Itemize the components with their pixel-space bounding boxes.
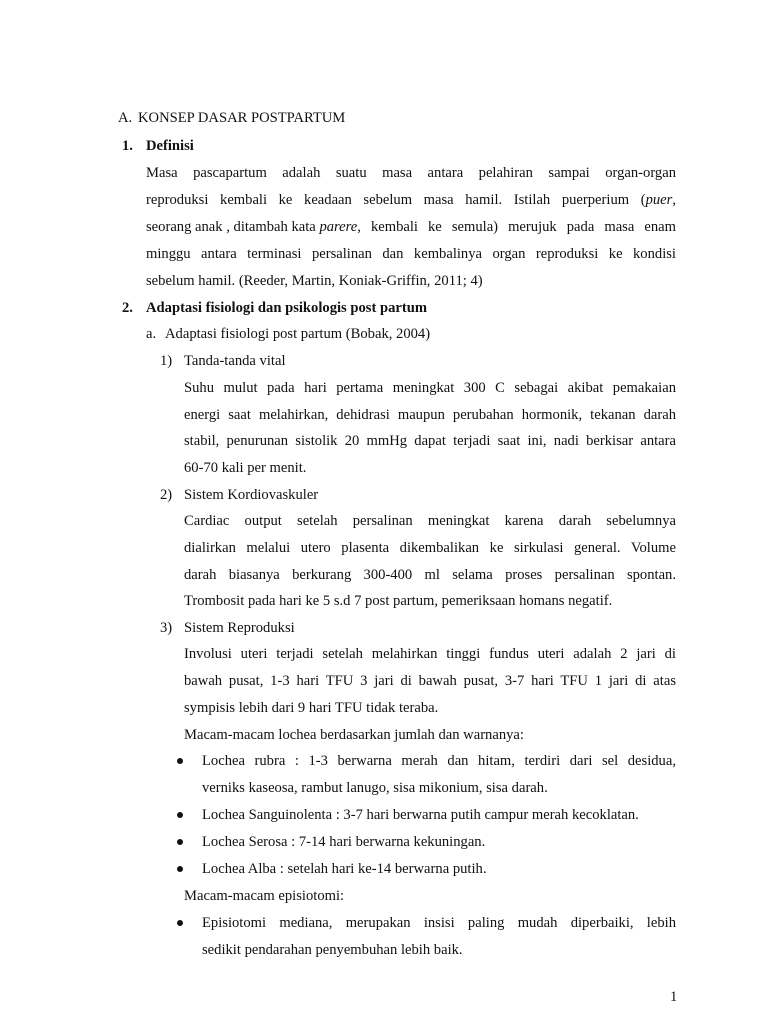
item-2-line-3: darah biasanya berkurang 300-400 ml selama proses persalinan spontan.: [184, 567, 676, 583]
bullet-icon: [177, 758, 183, 764]
definisi-line-2-words: reproduksi kembali ke keadaan sebelum masa hamil. Istilah puerperium (: [146, 192, 646, 208]
section-1-number: 1.: [122, 138, 133, 154]
episiotomi-intro: Macam-macam episiotomi:: [184, 888, 345, 904]
lochea-rubra-line-1: Lochea rubra : 1-3 berwarna merah dan hitam, terdiri dari sel desidua,: [202, 753, 676, 769]
item-2-title: Sistem Kordiovaskuler: [184, 487, 319, 503]
definisi-line-2: [146, 191, 676, 209]
bullet-icon: [177, 839, 183, 845]
definisi-line-3: [146, 218, 676, 236]
item-1-line-1: Suhu mulut pada hari pertama meningkat 300 C sebagai akibat pemakaian: [184, 380, 676, 396]
item-3-marker: 3): [160, 620, 173, 636]
item-1-line-2: energi saat melahirkan, dehidrasi maupun perubahan hormonik, tekanan darah: [184, 407, 676, 423]
lochea-rubra-line-2: verniks kaseosa, rambut lanugo, sisa mikonium, sisa darah.: [202, 780, 548, 796]
sub-a-title: Adaptasi fisiologi post partum (Bobak, 2004): [165, 326, 431, 342]
item-3-title: Sistem Reproduksi: [184, 620, 295, 636]
definisi-line-4: minggu antara terminasi persalinan dan kembalinya organ reproduksi ke kondisi: [146, 246, 676, 262]
lochea-sanguinolenta: Lochea Sanguinolenta : 3-7 hari berwarna putih campur merah kecoklatan.: [202, 807, 639, 823]
heading-marker: A.: [118, 110, 133, 126]
item-1-line-3: stabil, penurunan sistolik 20 mmHg dapat terjadi saat ini, nadi berkisar antara: [184, 433, 676, 449]
episiotomi-mediana-line-2: sedikit pendarahan penyembuhan lebih baik.: [202, 942, 463, 958]
bullet-icon: [177, 812, 183, 818]
item-3-line-2: bawah pusat, 1-3 hari TFU 3 jari di bawah pusat, 3-7 hari TFU 1 jari di atas: [184, 673, 676, 689]
item-2-line-4: Trombosit pada hari ke 5 s.d 7 post partum, pemeriksaan homans negatif.: [184, 593, 613, 609]
lochea-serosa: Lochea Serosa : 7-14 hari berwarna kekuningan.: [202, 834, 486, 850]
definisi-line-2-text: [146, 191, 646, 209]
section-2-title: Adaptasi fisiologi dan psikologis post partum: [146, 300, 428, 316]
definisi-line-3-a: seorang anak , ditambah kata: [146, 219, 320, 235]
definisi-line-5: sebelum hamil. (Reeder, Martin, Koniak-Griffin, 2011; 4): [146, 273, 483, 289]
term-parere: parere: [319, 219, 358, 235]
bullet-icon: [177, 920, 183, 926]
heading-title: KONSEP DASAR POSTPARTUM: [138, 110, 346, 126]
comma: ,: [672, 192, 676, 208]
item-2-marker: 2): [160, 487, 173, 503]
section-2-number: 2.: [122, 300, 133, 316]
sub-a-marker: a.: [146, 326, 157, 342]
item-1-title: Tanda-tanda vital: [184, 353, 286, 369]
term-puer: puer: [645, 192, 673, 208]
item-3-line-1: Involusi uteri terjadi setelah melahirkan tinggi fundus uteri adalah 2 jari di: [184, 646, 676, 662]
item-2-line-1: Cardiac output setelah persalinan meningkat karena darah sebelumnya: [184, 513, 676, 529]
page-number: 1: [670, 989, 678, 1005]
lochea-alba: Lochea Alba : setelah hari ke-14 berwarna putih.: [202, 861, 487, 877]
item-1-marker: 1): [160, 353, 173, 369]
item-2-line-2: dialirkan melalui utero plasenta dikembalikan ke sirkulasi general. Volume: [184, 540, 676, 556]
definisi-line-1: Masa pascapartum adalah suatu masa antara pelahiran sampai organ-organ: [146, 165, 676, 181]
definisi-line-3-b: , kembali ke semula) merujuk pada masa enam: [357, 219, 676, 235]
bullet-icon: [177, 866, 183, 872]
item-3-line-3: sympisis lebih dari 9 hari TFU tidak teraba.: [184, 700, 439, 716]
episiotomi-mediana-line-1: Episiotomi mediana, merupakan insisi paling mudah diperbaiki, lebih: [202, 915, 676, 931]
section-1-title: Definisi: [146, 138, 194, 154]
item-3-line-4: Macam-macam lochea berdasarkan jumlah dan warnanya:: [184, 727, 524, 743]
item-1-line-4: 60-70 kali per menit.: [184, 460, 307, 476]
